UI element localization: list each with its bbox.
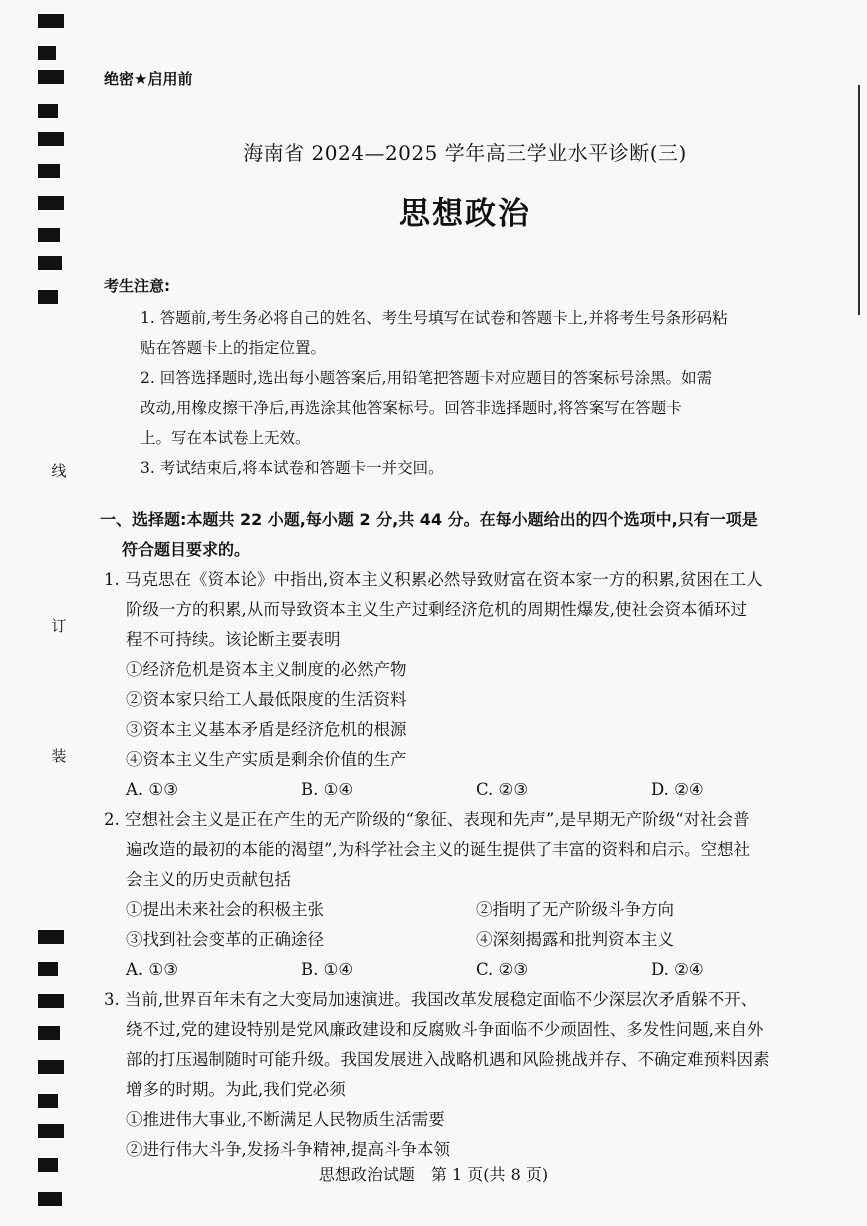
section-heading [100, 505, 826, 565]
subject-title: 思想政治 [399, 196, 531, 232]
stem-line: 增多的时期。为此,我们党必须 [126, 1080, 346, 1099]
question-2 [104, 805, 826, 985]
statement-option: ③资本主义基本矛盾是经济危机的根源 [126, 720, 407, 739]
binding-bar [38, 196, 64, 210]
binding-mark-xian: 线 [51, 462, 67, 480]
binding-mark-ding: 订 [51, 617, 67, 635]
statement-option: ②进行伟大斗争,发扬斗争精神,提高斗争本领 [126, 1140, 450, 1159]
section-heading-line: 符合题目要求的。 [122, 540, 251, 559]
binding-bar [38, 70, 64, 84]
notice-item [140, 303, 826, 363]
notice-text: 上。写在本试卷上无效。 [140, 429, 311, 447]
notice-item [140, 453, 826, 483]
stem-line: 2. 空想社会主义是正在产生的无产阶级的“象征、表现和先声”,是早期无产阶级“对社会普 [104, 810, 750, 829]
question-3 [104, 985, 826, 1165]
stem-line: 阶级一方的积累,从而导致资本主义生产过剩经济危机的周期性爆发,使社会资本循环过 [126, 600, 747, 619]
binding-bar [38, 14, 64, 28]
binding-bar [38, 46, 56, 60]
statement-option: ②指明了无产阶级斗争方向 [476, 900, 674, 919]
choice-a: A. ①③ [126, 960, 178, 979]
statement-option: ④深刻揭露和批判资本主义 [476, 930, 674, 949]
binding-bar [38, 228, 60, 242]
binding-bar [38, 132, 64, 146]
choice-a: A. ①③ [126, 780, 178, 799]
binding-bar [38, 1124, 64, 1138]
question-stem [104, 565, 826, 655]
choice-b: B. ①④ [301, 780, 354, 799]
binding-bar [38, 930, 64, 944]
stem-line: 部的打压遏制随时可能升级。我国发展进入战略机遇和风险挑战并存、不确定难预料因素 [126, 1050, 770, 1069]
binding-strip [38, 0, 70, 1226]
binding-bar [38, 1026, 60, 1040]
notice-text: 2. 回答选择题时,选出每小题答案后,用铅笔把答题卡对应题目的答案标号涂黑。如需 [140, 369, 713, 387]
choice-d: D. ②④ [651, 960, 704, 979]
stem-line: 会主义的历史贡献包括 [126, 870, 291, 889]
statement-options [104, 1105, 826, 1165]
stem-line: 程不可持续。该论断主要表明 [126, 630, 341, 649]
stem-line: 3. 当前,世界百年未有之大变局加速演进。我国改革发展稳定面临不少深层次矛盾躲不开、 [104, 990, 758, 1009]
binding-bar [38, 290, 58, 304]
answer-choices [104, 775, 826, 805]
section-heading-line: 一、选择题:本题共 22 小题,每小题 2 分,共 44 分。在每小题给出的四个选项中,只有一项是 [100, 510, 758, 529]
binding-bar [38, 962, 58, 976]
page-footer: 思想政治试题 第 1 页(共 8 页) [318, 1165, 549, 1184]
choice-c: C. ②③ [476, 960, 529, 979]
binding-bar [38, 1192, 62, 1206]
stem-line: 遍改造的最初的本能的渴望”,为科学社会主义的诞生提供了丰富的资料和启示。空想社 [126, 840, 751, 859]
notice-text: 1. 答题前,考生务必将自己的姓名、考生号填写在试卷和答题卡上,并将考生号条形码粘 [140, 309, 728, 327]
choice-b: B. ①④ [301, 960, 354, 979]
statement-option: ①经济危机是资本主义制度的必然产物 [126, 660, 407, 679]
statement-option: ①推进伟大事业,不断满足人民物质生活需要 [126, 1110, 445, 1129]
notice-item [140, 363, 826, 453]
notice-title: 考生注意: [104, 277, 170, 295]
choice-c: C. ②③ [476, 780, 529, 799]
confidentiality-label: 绝密★启用前 [104, 70, 193, 88]
binding-bar [38, 256, 62, 270]
question-1 [104, 565, 826, 805]
notice-text: 3. 考试结束后,将本试卷和答题卡一并交回。 [140, 459, 444, 477]
question-stem [104, 985, 826, 1105]
stem-line: 绕不过,党的建设特别是党风廉政建设和反腐败斗争面临不少顽固性、多发性问题,来自外 [126, 1020, 764, 1039]
statement-options [104, 655, 826, 775]
binding-mark-zhuang: 装 [51, 747, 67, 765]
binding-bar [38, 104, 58, 118]
notice-list [104, 303, 826, 483]
statement-option: ③找到社会变革的正确途径 [126, 930, 324, 949]
exam-title: 海南省 2024—2025 学年高三学业水平诊断(三) [243, 141, 687, 165]
statement-option: ④资本主义生产实质是剩余价值的生产 [126, 750, 407, 769]
choice-d: D. ②④ [651, 780, 704, 799]
answer-choices [104, 955, 826, 985]
binding-bar [38, 1094, 58, 1108]
stem-line: 1. 马克思在《资本论》中指出,资本主义积累必然导致财富在资本家一方的积累,贫困在工人 [104, 570, 763, 589]
statement-options [104, 895, 826, 955]
notice-text: 改动,用橡皮擦干净后,再选涂其他答案标号。回答非选择题时,将答案写在答题卡 [140, 399, 682, 417]
binding-bar [38, 164, 60, 178]
statement-option: ①提出未来社会的积极主张 [126, 900, 324, 919]
binding-bar [38, 994, 64, 1008]
question-stem [104, 805, 826, 895]
exam-page [100, 68, 826, 1165]
binding-bar [38, 1060, 64, 1074]
page-edge [858, 85, 863, 315]
notice-text: 贴在答题卡上的指定位置。 [140, 339, 327, 357]
statement-option: ②资本家只给工人最低限度的生活资料 [126, 690, 407, 709]
